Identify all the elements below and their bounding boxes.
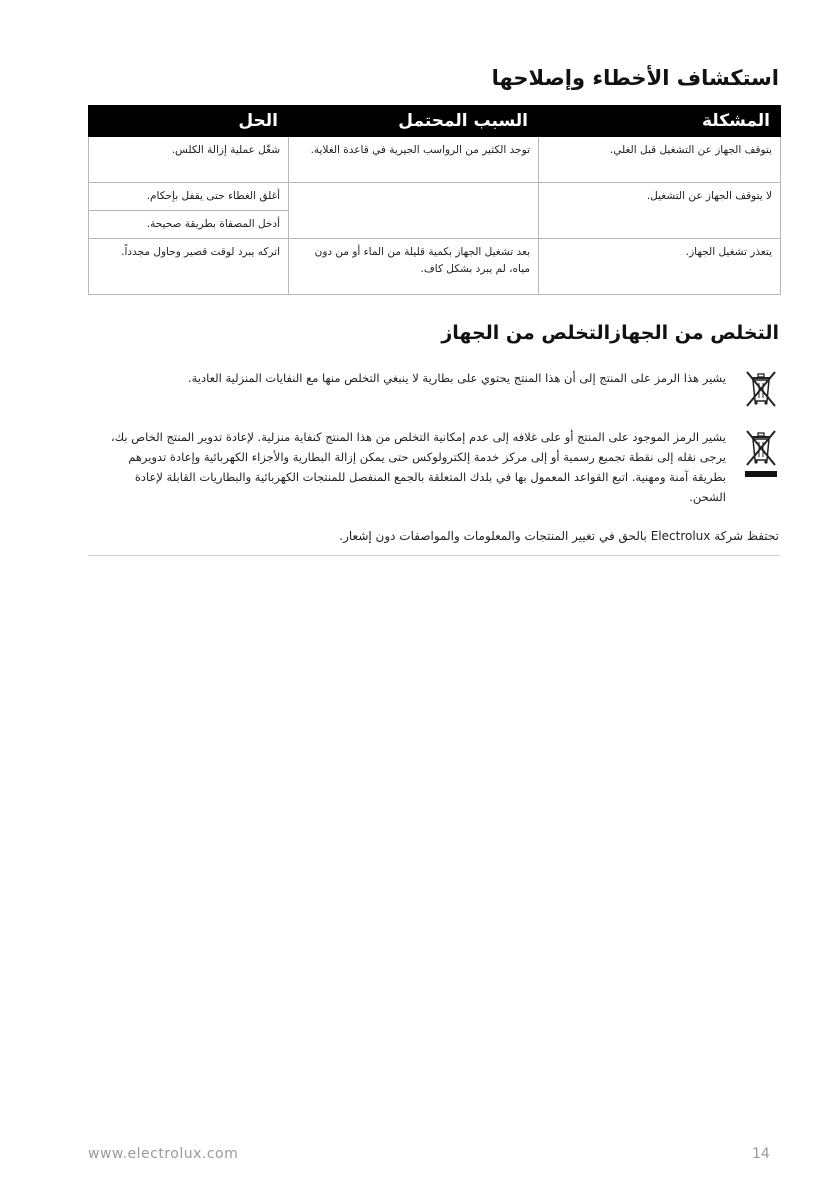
disposal-item-weee (100, 427, 778, 507)
row2-solution: أغلق الغطاء حتى يقفل بإحكام. (89, 183, 289, 211)
table-row (89, 137, 781, 183)
troubleshooting-title: استكشاف الأخطاء وإصلاحها (491, 66, 779, 90)
header-solution: الحل (89, 106, 289, 137)
table-header-row (89, 106, 781, 137)
crossed-bin-bar-icon (738, 427, 778, 483)
row1-problem: يتوقف الجهاز عن التشغيل قبل الغلي. (539, 137, 781, 183)
row2-problem: لا يتوقف الجهاز عن التشغيل. (539, 183, 781, 239)
disposal-battery-text: يشير هذا الرمز على المنتج إلى أن هذا المنتج يحتوي على بطارية لا ينبغي التخلص منها مع النفايات المنزلية العادية. (187, 371, 726, 385)
table-row (89, 239, 781, 295)
page-number: 14 (752, 1146, 770, 1162)
rights-notice: تحتفظ شركة Electrolux بالحق في تغيير المنتجات والمعلومات والمواصفات دون إشعار. (339, 529, 779, 543)
footer-website: www.electrolux.com (88, 1146, 239, 1162)
row2-cause (289, 183, 539, 239)
divider (88, 555, 780, 556)
crossed-bin-icon (738, 368, 778, 412)
header-cause: السبب المحتمل (289, 106, 539, 137)
disposal-title: التخلص من الجهازالتخلص من الجهاز (441, 322, 779, 344)
row4-problem: يتعذر تشغيل الجهاز. (539, 239, 781, 295)
disposal-item-battery (100, 368, 778, 412)
disposal-weee-text: يشير الرمز الموجود على المنتج أو على غلافه إلى عدم إمكانية التخلص من هذا المنتج كنفاية منزلية. لإعادة تدوير المنتج الخاص بك، يرجى نقله إلى نقطة تجميع رسمية أو إلى مركز خدمة إلكترولوكس حتى يمكن إزالة البطارية والأجزاء الكهربائية وإعادة تدويرهم بطريقة آمنة ومهنية. اتبع القواعد المعمول بها في بلدك المتعلقة بالجمع المنفصل للمنتجات الكهربائية والبطاريات القابلة لإعادة الشحن. (111, 430, 726, 504)
row1-cause: توجد الكثير من الرواسب الجيرية في قاعدة الغلاية. (289, 137, 539, 183)
header-problem: المشكلة (539, 106, 781, 137)
row3-solution: أدخل المصفاة بطريقة صحيحة. (89, 211, 289, 239)
row1-solution: شغّل عملية إزالة الكلس. (89, 137, 289, 183)
table-row (89, 183, 781, 211)
row4-cause: بعد تشغيل الجهاز بكمية قليلة من الماء أو من دون مياه، لم يبرد بشكل كاف. (289, 239, 539, 295)
row4-solution: اتركه يبرد لوقت قصير وحاول مجدداً. (89, 239, 289, 295)
troubleshooting-table (88, 105, 781, 295)
